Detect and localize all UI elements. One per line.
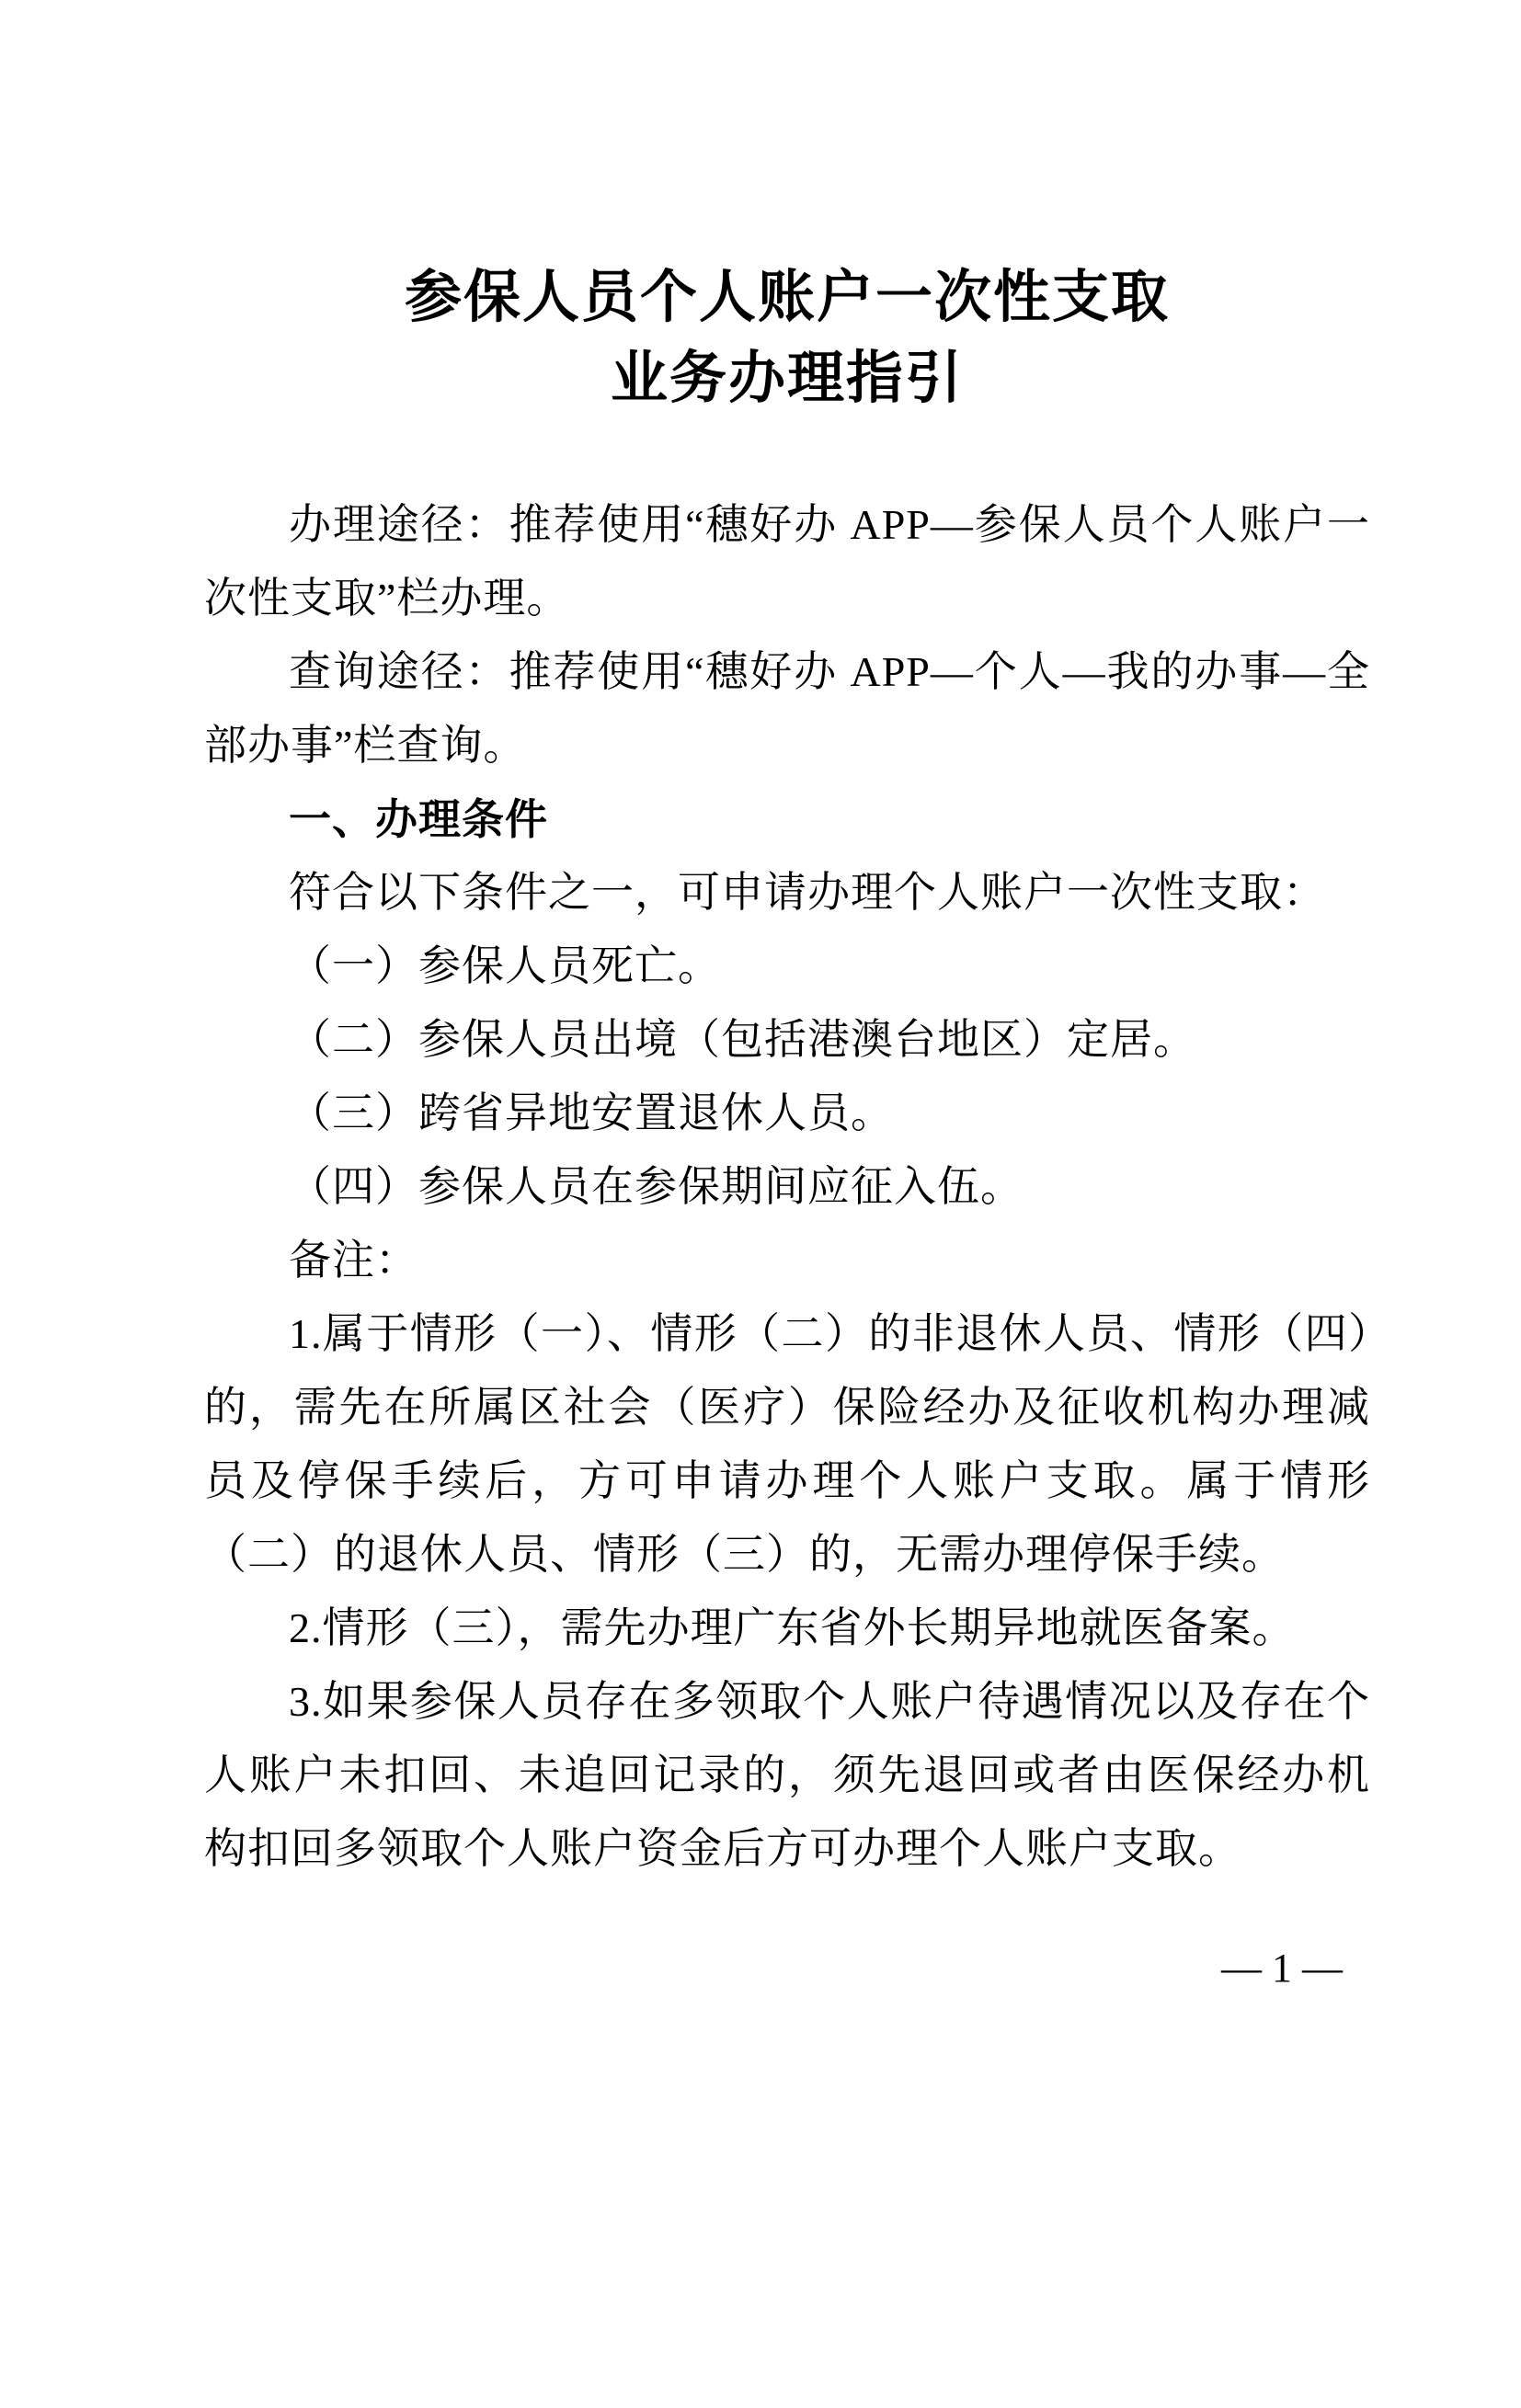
remark-item-2: 2.情形（三），需先办理广东省外长期异地就医备案。: [289, 1604, 1296, 1651]
condition-item-2: （二）参保人员出境（包括港澳台地区）定居。: [289, 1016, 1196, 1063]
condition-item-4: （四）参保人员在参保期间应征入伍。: [289, 1163, 1024, 1210]
page-footer: [204, 1941, 1370, 1996]
document-title: [204, 257, 1370, 419]
condition-item-3: （三）跨省异地安置退休人员。: [289, 1090, 894, 1136]
para-query-channel: 查询途径：推荐使用“穗好办 APP—个人—我的办事—全部办事”栏查询。: [204, 648, 1370, 769]
para-handling-channel: 办理途径：推荐使用“穗好办 APP—参保人员个人账户一次性支取”栏办理。: [204, 501, 1370, 622]
document-page: [0, 257, 1521, 2408]
condition-item-1: （一）参保人员死亡。: [289, 942, 721, 989]
document-title-line-1: 参保人员个人账户一次性支取: [404, 267, 1170, 329]
para-remarks-label: 备注：: [289, 1237, 418, 1284]
heading-handling-conditions: 一、办理条件: [289, 795, 548, 843]
page-number: — 1 —: [1221, 1946, 1343, 1991]
para-conditions-intro: 符合以下条件之一，可申请办理个人账户一次性支取：: [289, 869, 1326, 916]
remark-item-3: 3.如果参保人员存在多领取个人账户待遇情况以及存在个人账户未扣回、未追回记录的，须先退回或者由医保经办机构扣回多领取个人账户资金后方可办理个人账户支取。: [204, 1678, 1370, 1872]
document-body: [204, 488, 1370, 1886]
document-title-line-2: 业务办理指引: [610, 348, 964, 410]
remark-item-1: 1.属于情形（一）、情形（二）的非退休人员、情形（四）的，需先在所属区社会（医疗）保险经办及征收机构办理减员及停保手续后，方可申请办理个人账户支取。属于情形（二）的退休人员、情形（三）的，无需办理停保手续。: [204, 1310, 1370, 1578]
